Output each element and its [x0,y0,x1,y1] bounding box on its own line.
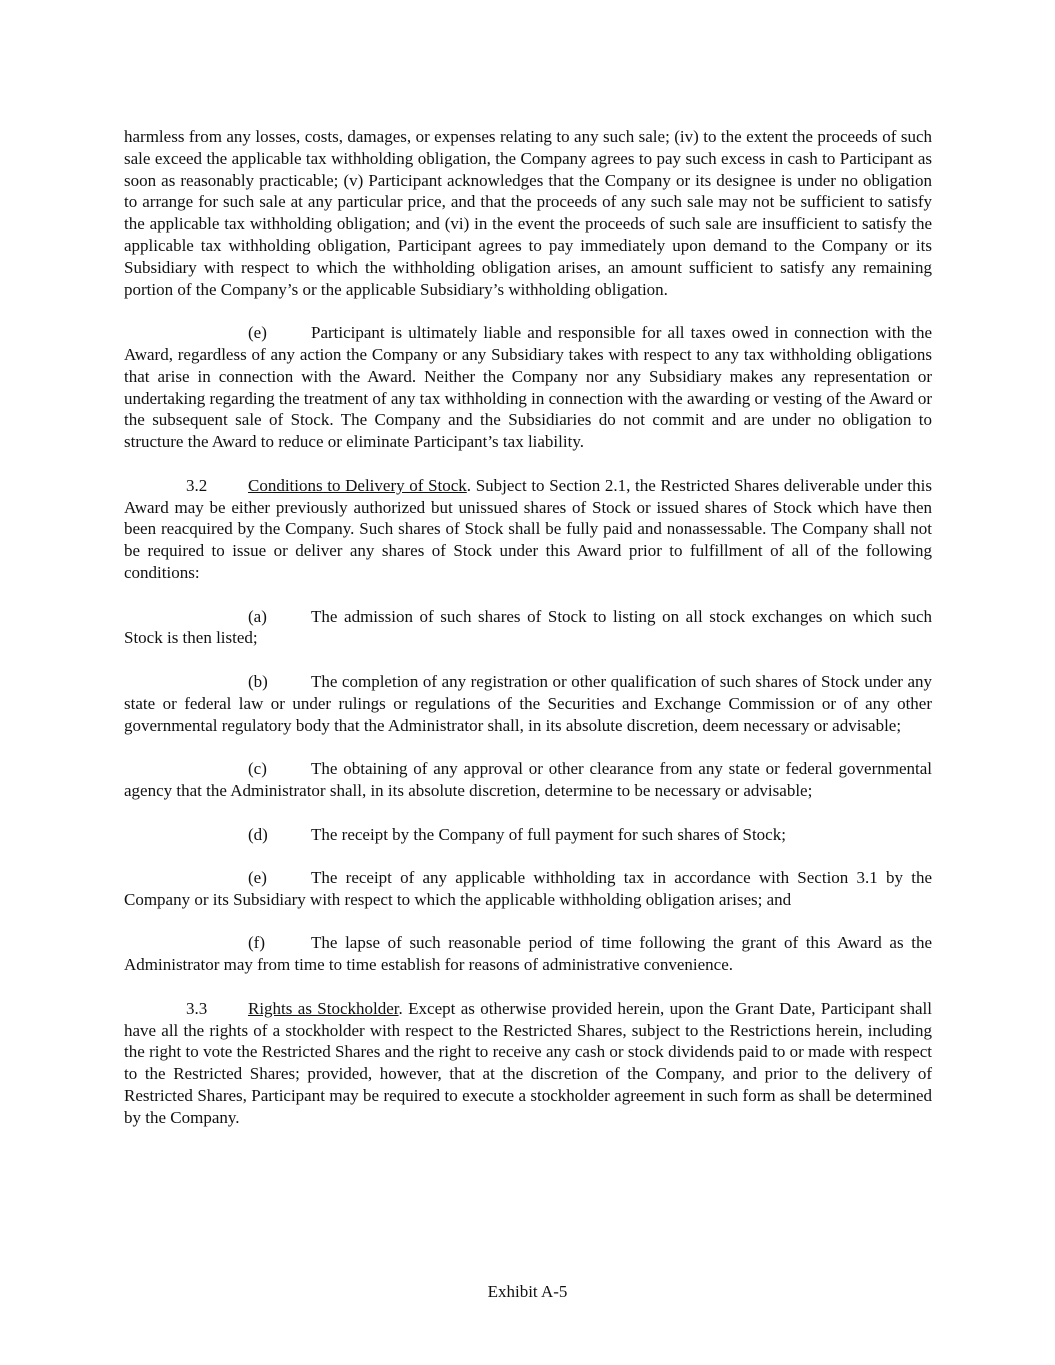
section-3-3 [124,998,932,1129]
condition-f [124,932,932,976]
condition-d [124,824,932,846]
item-text: The receipt of any applicable withholding tax in accordance with Section 3.1 by the Company or its Subsidiary with respect to which the applicable withholding obligation arises; and [124,868,932,909]
paragraph-withholding-continued: harmless from any losses, costs, damages, or expenses relating to any such sale; (iv) to the extent the proceeds of such sale exceed the applicable tax withholding obligation, the Company agrees to pay such excess in cash to Participant as soon as reasonably practicable; (v) Participant acknowledges that the Company or its designee is under no obligation to arrange for such sale at any particular price, and that the proceeds of any such sale may not be sufficient to satisfy the applicable tax withholding obligation; and (vi) in the event the proceeds of such sale are insufficient to satisfy the applicable tax withholding obligation, Participant agrees to pay immediately upon demand to the Company or its Subsidiary with respect to which the withholding obligation arises, an amount sufficient to satisfy any remaining portion of the Company’s or the applicable Subsidiary’s withholding obligation. [124,127,932,299]
item-label: (f) [248,933,265,953]
item-text: The admission of such shares of Stock to listing on all stock exchanges on which such Stock is then listed; [124,606,932,648]
item-text: The obtaining of any approval or other clearance from any state or federal governmental agency that the Administrator shall, in its absolute discretion, determine to be necessary or advisable; [124,759,932,800]
condition-e [124,867,932,911]
item-label: (c) [248,759,267,779]
item-label: (e) [248,868,267,888]
section-number: 3.2 [186,475,208,495]
item-label: (a) [248,606,267,626]
item-label: (b) [248,671,268,691]
item-text: Participant is ultimately liable and responsible for all taxes owed in connection with the Award, regardless of any action the Company or any Subsidiary takes with respect to any tax withholding obligations that arise in connection with the Award. Neither the Company nor any Subsidiary makes any representation or undertaking regarding the treatment of any tax withholding in connection with the awarding or vesting of the Award or the subsequent sale of Stock. The Company and the Subsidiaries do not commit and are under no obligation to structure the Award to reduce or eliminate Participant’s tax liability. [124,323,932,452]
condition-a [124,606,932,650]
section-heading: Conditions to Delivery of Stock [248,475,467,495]
document-page [124,126,932,1150]
section-3-2 [124,475,932,584]
section-text: . Except as otherwise provided herein, upon the Grant Date, Participant shall have all the rights of a stockholder with respect to the Restricted Shares, subject to the Restrictions herein, including the right to vote the Restricted Shares and the right to receive any cash or stock dividends paid to or made with respect to the Restricted Shares; provided, however, that at the discretion of the Company, and prior to the delivery of Restricted Shares, Participant may be required to execute a stockholder agreement in such form as shall be determined by the Company. [124,998,932,1127]
condition-b [124,671,932,736]
item-text: The completion of any registration or other qualification of such shares of Stock under any state or federal law or under rulings or regulations of the Securities and Exchange Commission or of any other governmental regulatory body that the Administrator shall, in its absolute discretion, deem necessary or advisable; [124,671,932,735]
item-text: The lapse of such reasonable period of time following the grant of this Award as the Administrator may from time to time establish for reasons of administrative convenience. [124,933,932,975]
section-number: 3.3 [186,998,208,1018]
item-label: (d) [248,824,268,844]
item-text: The receipt by the Company of full payment for such shares of Stock; [311,824,786,844]
section-text: . Subject to Section 2.1, the Restricted Shares deliverable under this Award may be either previously authorized but unissued shares of Stock or issued shares of Stock which have then been reacquired by the Company. Such shares of Stock shall be fully paid and nonassessable. The Company shall not be required to issue or deliver any shares of Stock under this Award prior to fulfillment of all of the following conditions: [124,475,932,582]
page-footer: Exhibit A-5 [487,1282,568,1301]
section-heading: Rights as Stockholder [248,998,399,1018]
item-label: (e) [248,323,267,343]
paragraph-3-1-e [124,322,932,453]
condition-c [124,758,932,802]
